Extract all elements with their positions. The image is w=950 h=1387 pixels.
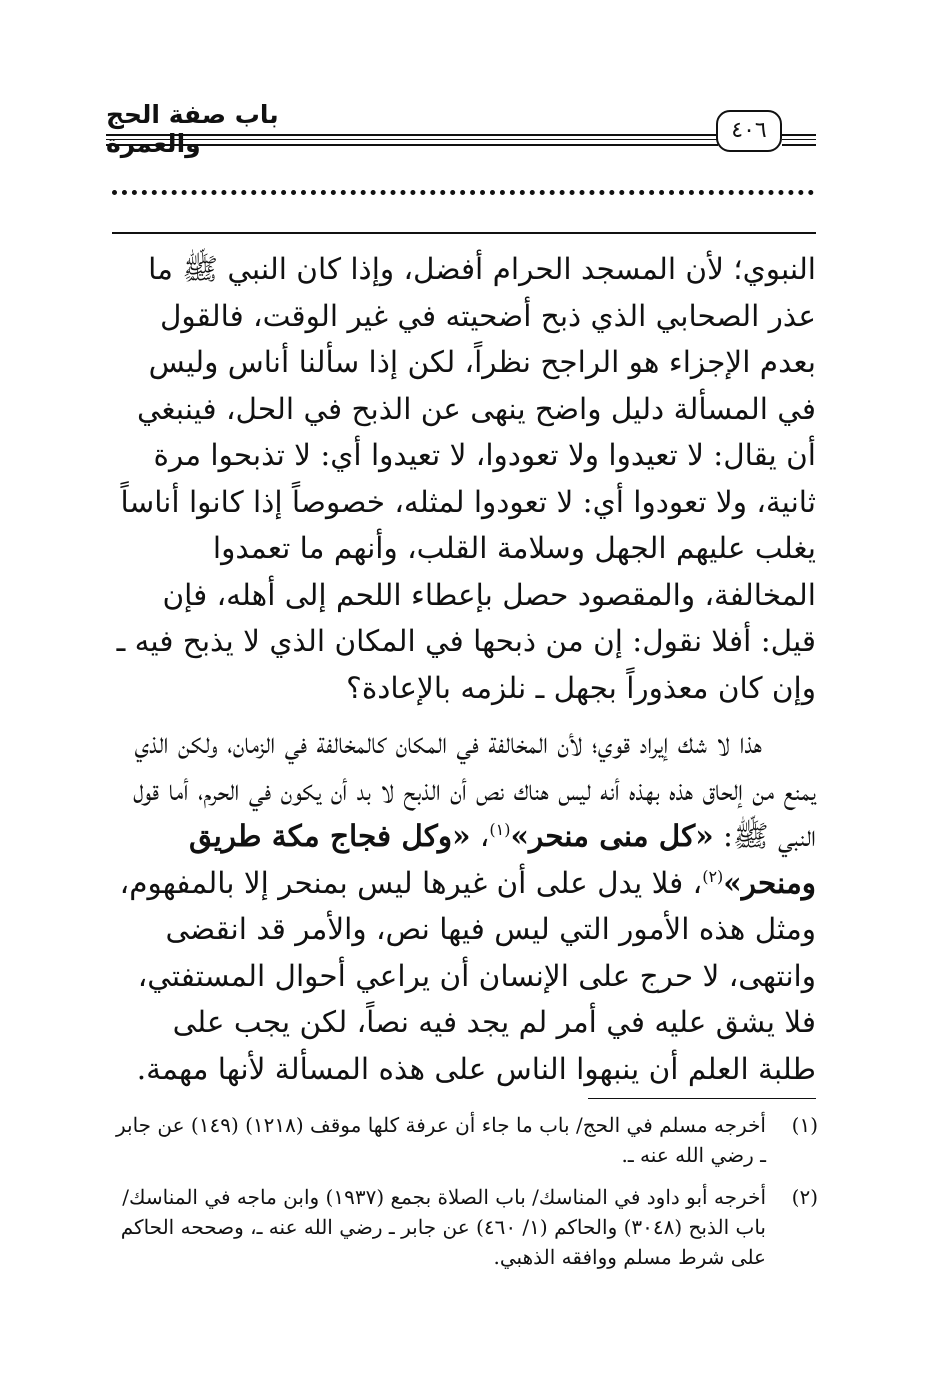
footnote-2: [106, 1182, 818, 1272]
dotted-divider: [112, 190, 814, 195]
hadith-quote-1: «كل منى منحر»: [510, 818, 714, 853]
hadith-quote-2: «وكل فجاج مكة طريق ومنحر»: [188, 818, 816, 900]
running-title: باب صفة الحج والعمرة: [106, 100, 279, 158]
header-rule: [782, 134, 816, 136]
footnote-ref-1[interactable]: (١): [489, 820, 511, 840]
footnotes: [106, 1110, 818, 1284]
footnote-number: (١): [791, 1113, 818, 1137]
footnote-ref-2[interactable]: (٢): [702, 866, 724, 886]
footnote-number: (٢): [791, 1185, 818, 1209]
paragraph-2: [106, 720, 816, 1092]
footnote-1: [106, 1110, 818, 1170]
header-rule: [782, 139, 816, 140]
footnote-divider: [588, 1098, 816, 1099]
header-rule: [106, 144, 718, 146]
header-rule: [106, 139, 718, 140]
footnote-text: أخرجه مسلم في الحج/ باب ما جاء أن عرفة كلها موقف (١٢١٨) (١٤٩) عن جابر ـ رضي الله عنه ـ.: [115, 1113, 766, 1167]
header-rule: [782, 144, 816, 146]
section-divider: [112, 232, 816, 234]
header-rule: [106, 134, 718, 136]
separator: ،: [470, 819, 490, 853]
main-text: [106, 246, 816, 1092]
paragraph-2-text-end: ، فلا يدل على أن غيرها ليس بمنحر إلا بالمفهوم، ومثل هذه الأمور التي ليس فيها نص، والأمر قد انقضى وانتهى، لا حرج على الإنسان أن يراعي أحوال المستفتي، فلا يشق عليه في أمر لم يجد فيه نصاً، لكن يجب على طلبة العلم أن ينبهوا الناس على هذه المسألة لأنها مهمة.: [119, 865, 816, 1086]
footnote-text: أخرجه أبو داود في المناسك/ باب الصلاة بجمع (١٩٣٧) وابن ماجه في المناسك/ باب الذبح (٣٠٤٨) والحاكم (١/ ٤٦٠) عن جابر ـ رضي الله عنه ـ، وصححه الحاكم على شرط مسلم ووافقه الذهبي.: [120, 1185, 766, 1269]
paragraph-2-text: هذا لا شك إيراد قوي؛ لأن المخالفة في المكان كالمخالفة في الزمان، ولكن الذي يمنع من إلحاق هذه بهذه أنه ليس هناك نص أن الذبح لا بد أن يكون في الحرم، أما قول النبي ﷺ:: [133, 726, 816, 853]
paragraph-1: النبوي؛ لأن المسجد الحرام أفضل، وإذا كان النبي ﷺ ما عذر الصحابي الذي ذبح أضحيته في غير الوقت، فالقول بعدم الإجزاء هو الراجح نظراً، لكن إذا سألنا أناس وليس في المسألة دليل واضح ينهى عن الذبح في الحل، فينبغي أن يقال: لا تعيدوا ولا تعودوا، لا تعيدوا أي: لا تذبحوا مرة ثانية، ولا تعودوا أي: لا تعودوا لمثله، خصوصاً إذا كانوا أناساً يغلب عليهم الجهل وسلامة القلب، وأنهم ما تعمدوا المخالفة، والمقصود حصل بإعطاء اللحم إلى أهله، فإن قيل: أفلا نقول: إن من ذبحها في المكان الذي لا يذبح فيه ـ وإن كان معذوراً بجهل ـ نلزمه بالإعادة؟: [116, 252, 816, 705]
page-number: ٤٠٦: [716, 110, 782, 152]
